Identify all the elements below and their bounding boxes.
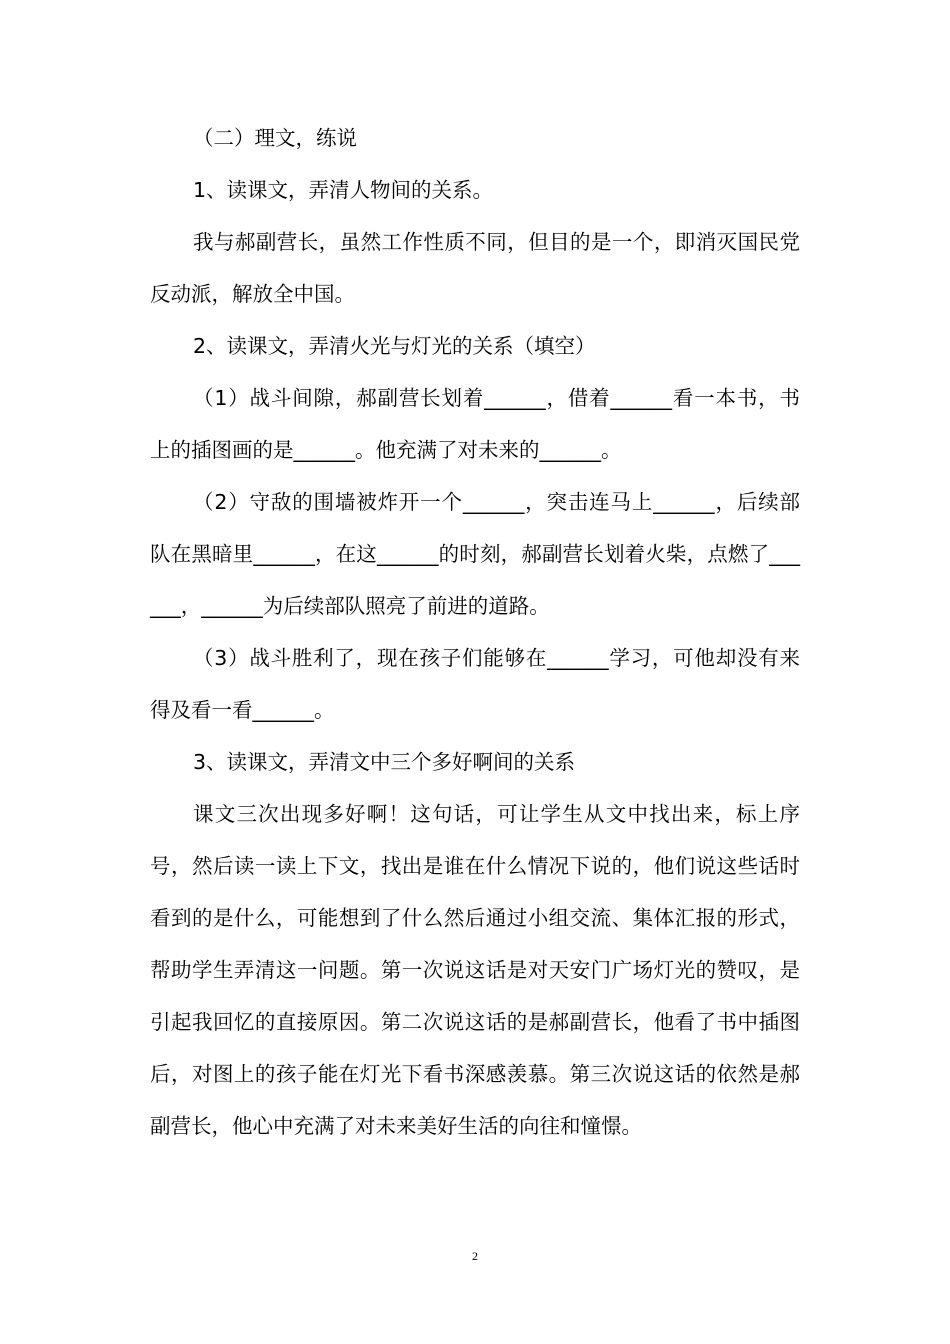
page-number: 2: [472, 1249, 478, 1263]
fill-blank-item-2: （2）守敌的围墙被炸开一个______，突击连马上______，后续部队在黑暗里______，在这______的时刻，郝副营长划着火柴，点燃了______，______为后续部队照亮了前进的道路。: [150, 490, 800, 618]
question-3: 3、读课文，弄清文中三个多好啊间的关系: [193, 750, 576, 774]
question-1: 1、读课文，弄清人物间的关系。: [193, 178, 494, 202]
question-2: 2、读课文，弄清火光与灯光的关系（填空）: [193, 334, 596, 358]
section-heading: （二）理文，练说: [193, 126, 357, 150]
fill-blank-item-1: （1）战斗间隙，郝副营长划着______，借着______看一本书，书上的插图画的是______。他充满了对未来的______。: [150, 386, 800, 462]
answer-1-paragraph: 我与郝副营长，虽然工作性质不同，但目的是一个，即消灭国民党反动派，解放全中国。: [150, 230, 800, 306]
answer-3-paragraph: 课文三次出现多好啊！这句话，可让学生从文中找出来，标上序号，然后读一读上下文，找出是谁在什么情况下说的，他们说这些话时看到的是什么，可能想到了什么然后通过小组交流、集体汇报的形式，帮助学生弄清这一问题。第一次说这话是对天安门广场灯光的赞叹，是引起我回忆的直接原因。第二次说这话的是郝副营长，他看了书中插图后，对图上的孩子能在灯光下看书深感羡慕。第三次说这话的依然是郝副营长，他心中充满了对未来美好生活的向往和憧憬。: [150, 802, 800, 1138]
fill-blank-item-3: （3）战斗胜利了，现在孩子们能够在______学习，可他却没有来得及看一看______。: [150, 646, 800, 722]
document-body: [150, 112, 800, 1152]
